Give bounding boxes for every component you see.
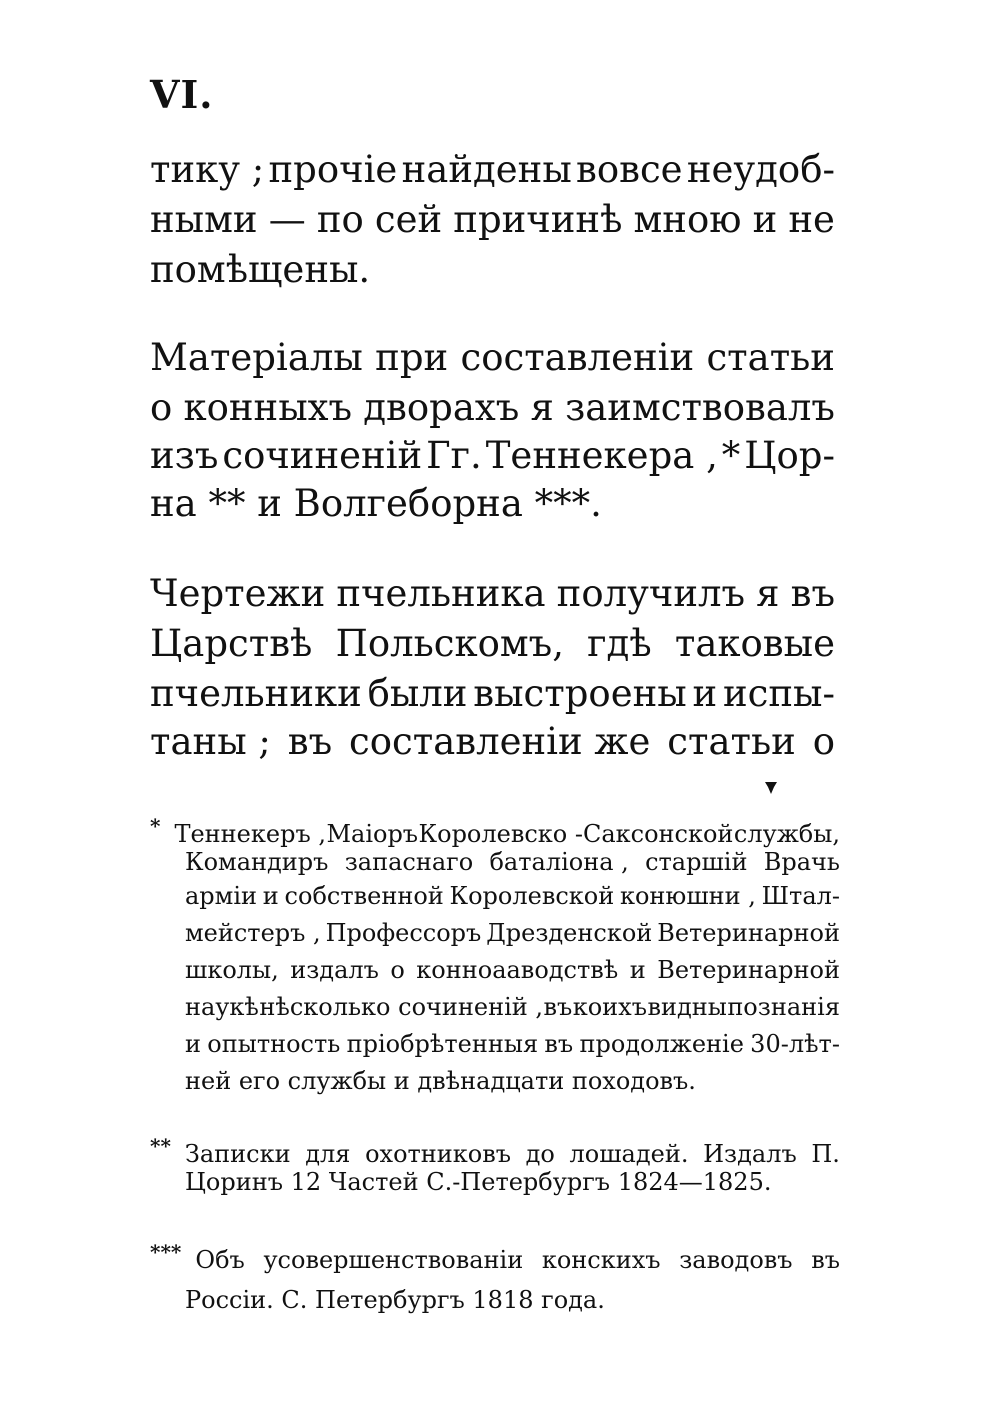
- word: изъ: [150, 434, 219, 477]
- word: конюшни ,: [619, 882, 756, 910]
- word: Дрезденской: [486, 919, 653, 947]
- word: продолженіе: [579, 1030, 744, 1058]
- page-number: VI.: [150, 72, 214, 117]
- word: Маіоръ: [326, 820, 419, 848]
- word: баталіона ,: [489, 848, 629, 876]
- word: я: [756, 572, 780, 615]
- footnote-line: [185, 848, 840, 876]
- word: таковые: [674, 622, 835, 665]
- word: сочиненій: [222, 434, 423, 477]
- word: при: [375, 336, 449, 379]
- word: видны: [647, 993, 727, 1021]
- word: школы,: [185, 956, 279, 984]
- word: я: [530, 386, 554, 429]
- footnote-line: [185, 1067, 696, 1095]
- word: вовсе: [576, 148, 683, 191]
- word: Объ: [195, 1246, 245, 1274]
- word: Записки: [184, 1140, 291, 1168]
- word: запаснаго: [344, 848, 474, 876]
- word: статьи: [706, 336, 835, 379]
- word: составленіи: [460, 336, 695, 379]
- word: сей: [374, 198, 443, 241]
- word: для: [305, 1140, 351, 1168]
- word: Королевско -Саксонской: [418, 820, 734, 848]
- ink-blot-icon: [763, 780, 779, 796]
- word: дворахъ: [363, 386, 520, 429]
- footnote-line: [185, 919, 840, 947]
- text-line: [150, 336, 835, 379]
- word: таны ;: [150, 720, 271, 763]
- word: Гг.: [426, 434, 482, 477]
- word: ней его службы и двѣнадцати походовъ.: [185, 1067, 696, 1095]
- word: П.: [811, 1140, 840, 1168]
- word: коихъ: [572, 993, 647, 1021]
- word: въ: [811, 1246, 840, 1274]
- word: составленіи же: [349, 720, 651, 763]
- word: были: [367, 672, 468, 715]
- word: Командиръ: [185, 848, 329, 876]
- footnote-marker: *: [150, 814, 161, 838]
- word: Царствѣ: [150, 622, 313, 665]
- word: и: [185, 1030, 201, 1058]
- word: найдены: [401, 148, 572, 191]
- word: Россіи. С. Петербургъ 1818 года.: [185, 1286, 605, 1314]
- footnote-line: [185, 1286, 605, 1314]
- word: арміи: [185, 882, 258, 910]
- text-line: [150, 434, 835, 477]
- word: въ: [287, 720, 333, 763]
- word: статьи: [667, 720, 796, 763]
- word: конскихъ: [541, 1246, 661, 1274]
- word: —: [268, 198, 306, 241]
- word: издалъ: [290, 956, 379, 984]
- word: Теннекера ,: [485, 434, 718, 477]
- text-line: [150, 386, 835, 429]
- word: получилъ: [556, 572, 746, 615]
- word: и: [629, 956, 646, 984]
- word: Ветеринарной: [657, 956, 840, 984]
- word: гдѣ: [587, 622, 652, 665]
- word: о: [812, 720, 835, 763]
- footnote-marker: **: [150, 1134, 171, 1158]
- word: мною: [633, 198, 742, 241]
- word: *: [721, 434, 741, 477]
- word: причинѣ: [453, 198, 623, 241]
- word: пріобрѣтенныя: [346, 1030, 539, 1058]
- word: Профессоръ: [325, 919, 482, 947]
- word: выстроены: [473, 672, 687, 715]
- word: Штал-: [761, 882, 840, 910]
- word: въ: [790, 572, 835, 615]
- word: о: [150, 386, 173, 429]
- word: въ: [543, 993, 573, 1021]
- word: опытность: [207, 1030, 341, 1058]
- word: Цоринъ 12 Частей С.-Петербургъ 1824—1825.: [185, 1168, 772, 1196]
- word: неудоб-: [686, 148, 835, 191]
- footnote-line: [185, 956, 840, 984]
- word: 30-лѣт-: [750, 1030, 840, 1058]
- word: Цор-: [744, 434, 835, 477]
- text-line: [150, 672, 835, 715]
- word: Издалъ: [703, 1140, 797, 1168]
- word: конныхъ: [183, 386, 353, 429]
- text-line: [150, 622, 835, 665]
- footnote-line: [150, 1134, 840, 1168]
- word: пчельника: [336, 572, 546, 615]
- word: пчельники: [150, 672, 362, 715]
- word: о: [390, 956, 405, 984]
- footnote-line: [185, 1168, 771, 1196]
- word: помѣщены.: [150, 248, 371, 291]
- word: и: [262, 882, 279, 910]
- word: Ветеринарной: [657, 919, 840, 947]
- footnote-line: [185, 882, 840, 910]
- word: до: [525, 1140, 555, 1168]
- text-line: [150, 482, 602, 525]
- word: познанія: [727, 993, 840, 1021]
- word: на ** и Волгеборна ***.: [150, 482, 602, 525]
- word: не: [788, 198, 835, 241]
- text-line: [150, 198, 835, 241]
- footnote-first-word: [150, 814, 326, 848]
- word: прочіе: [268, 148, 398, 191]
- word: Королевской: [449, 882, 615, 910]
- word: Матеріалы: [150, 336, 363, 379]
- word: службы,: [733, 820, 840, 848]
- word: усовершенствованіи: [263, 1246, 524, 1274]
- word: лошадей.: [569, 1140, 689, 1168]
- word: тику ;: [150, 148, 265, 191]
- word: Чертежи: [150, 572, 326, 615]
- footnote-marker: ***: [150, 1240, 182, 1264]
- word: и: [692, 672, 718, 715]
- word: Теннекеръ ,: [174, 820, 326, 848]
- footnote-first-word: [150, 1134, 291, 1168]
- word: по: [316, 198, 364, 241]
- word: заимствовалъ: [565, 386, 835, 429]
- word: наукѣ: [185, 993, 259, 1021]
- text-line: [150, 148, 835, 191]
- word: собственной: [284, 882, 444, 910]
- text-line: [150, 720, 835, 763]
- word: ными: [150, 198, 258, 241]
- word: Польскомъ,: [335, 622, 564, 665]
- text-line: [150, 248, 370, 291]
- word: и: [752, 198, 778, 241]
- footnote-line: [185, 1030, 840, 1058]
- text-line: [150, 572, 835, 615]
- footnote-line: [185, 993, 840, 1021]
- word: охотниковъ: [365, 1140, 512, 1168]
- word: заводовъ: [679, 1246, 793, 1274]
- word: въ: [544, 1030, 574, 1058]
- footnote-line: [150, 814, 840, 848]
- word: старшій: [645, 848, 748, 876]
- footnote-first-word: [150, 1240, 245, 1274]
- word: мейстеръ ,: [185, 919, 321, 947]
- word: Врачь: [763, 848, 840, 876]
- footnote-line: [150, 1240, 840, 1274]
- word: испы-: [722, 672, 835, 715]
- word: конноaаводствѣ: [416, 956, 619, 984]
- word: нѣсколько сочиненій ,: [259, 993, 544, 1021]
